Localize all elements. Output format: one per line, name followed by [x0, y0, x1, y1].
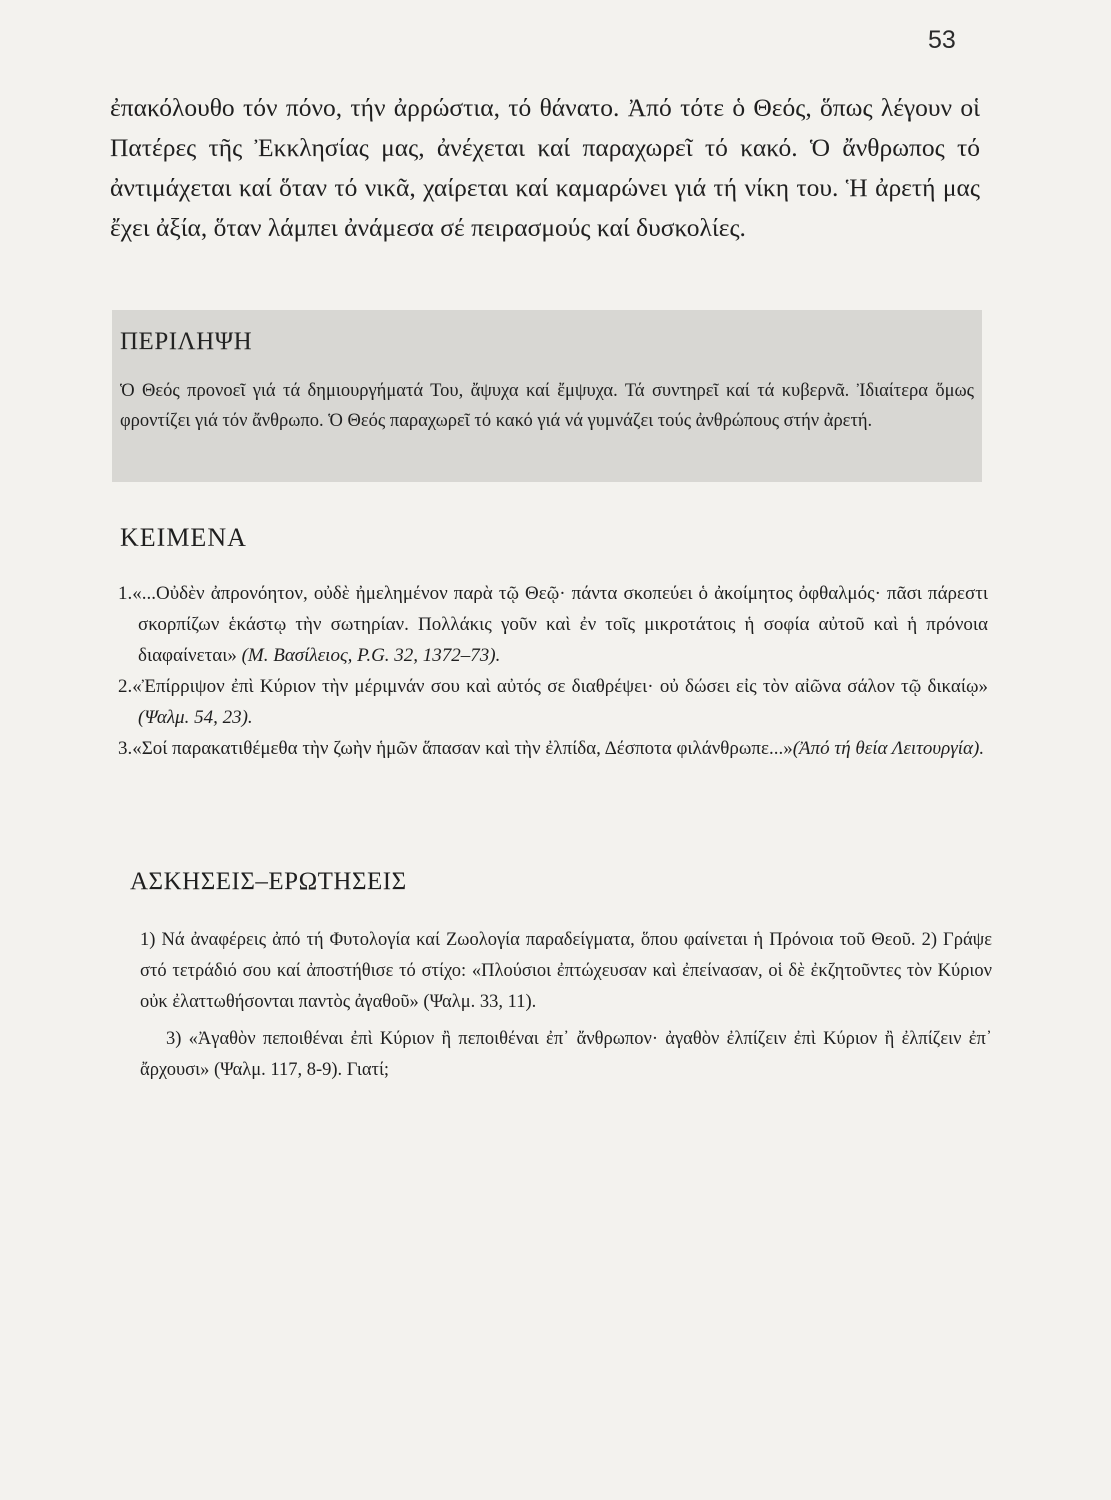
- text-item-quote: «...Οὐδὲν ἀπρονόητον, οὐδὲ ἠμελημένον παρὰ τῷ Θεῷ· πάντα σκοπεύει ὁ ἀκοίμητος ὀφθαλμός· πᾶσι πάρεστι σκορπίζων ἑκάστῳ τὴν σωτηρίαν. Πολλάκις γοῦν καὶ ἐν τοῖς μικροτάτοις ἡ σοφία αὐτοῦ καὶ ἡ πρόνοια διαφαίνεται»: [132, 583, 988, 666]
- intro-paragraph: ἐπακόλουθο τόν πόνο, τήν ἀρρώστια, τό θάνατο. Ἀπό τότε ὁ Θεός, ὅπως λέγουν οἱ Πατέρες τῆς Ἐκκλησίας μας, ἀνέχεται καί παραχωρεῖ τό κακό. Ὁ ἄνθρωπος τό ἀντιμάχεται καί ὅταν τό νικᾶ, χαίρεται καί καμαρώνει γιά τή νίκη του. Ἡ ἀρετή μας ἔχει ἀξία, ὅταν λάμπει ἀνάμεσα σέ πειρασμούς καί δυσκολίες.: [110, 93, 980, 242]
- exercise-paragraph-2: 3) «Ἀγαθὸν πεποιθέναι ἐπὶ Κύριον ἢ πεποιθέναι ἐπ᾽ ἄνθρωπον· ἀγαθὸν ἐλπίζειν ἐπὶ Κύριον ἢ ἐλπίζειν ἐπ᾽ ἄρχουσι» (Ψαλμ. 117, 8-9). Γιατί;: [140, 1029, 992, 1080]
- texts-title: ΚΕΙΜΕΝΑ: [120, 523, 247, 552]
- text-item-source: (Ἀπό τή θεία Λειτουργία).: [792, 738, 985, 759]
- text-item-2: [118, 671, 988, 733]
- texts-list: [118, 578, 988, 764]
- text-item-quote: «Ἐπίρριψον ἐπὶ Κύριον τὴν μέριμνάν σου καὶ αὐτός σε διαθρέψει· οὐ δώσει εἰς τὸν αἰῶνα σάλον τῷ δικαίῳ»: [132, 676, 988, 697]
- text-item-source: (Ψαλμ. 54, 23).: [138, 707, 253, 728]
- text-item-quote: «Σοί παρακατιθέμεθα τὴν ζωὴν ἡμῶν ἅπασαν καὶ τὴν ἐλπίδα, Δέσποτα φιλάνθρωπε...»: [132, 738, 793, 759]
- text-item-number: 3.: [118, 738, 133, 759]
- exercises-body: [140, 925, 992, 1092]
- text-item-number: 2.: [118, 676, 133, 697]
- exercises-title: ΑΣΚΗΣΕΙΣ–ΕΡΩΤΗΣΕΙΣ: [130, 868, 407, 895]
- text-item-source: (Μ. Βασίλειος, P.G. 32, 1372–73).: [241, 645, 501, 666]
- exercise-paragraph-1: 1) Νά ἀναφέρεις ἀπό τή Φυτολογία καί Ζωολογία παραδείγματα, ὅπου φαίνεται ἡ Πρόνοια τοῦ Θεοῦ. 2) Γράψε στό τετράδιό σου καί ἀποστήθισε τό στίχο: «Πλούσιοι ἐπτώχευσαν καὶ ἐπείνασαν, οἱ δὲ ἐκζητοῦντες τὸν Κύριον οὐκ ἐλαττωθήσονται παντὸς ἀγαθοῦ» (Ψαλμ. 33, 11).: [140, 930, 992, 1012]
- summary-box: [112, 310, 982, 482]
- page-number: 53: [928, 26, 956, 54]
- text-item-1: [118, 578, 988, 671]
- text-item-3: [118, 733, 988, 764]
- text-item-number: 1.: [118, 583, 133, 604]
- summary-text: Ὁ Θεός προνοεῖ γιά τά δημιουργήματά Του, ἄψυχα καί ἔμψυχα. Τά συντηρεῖ καί τά κυβερνᾶ. Ἰδιαίτερα ὅμως φροντίζει γιά τόν ἄνθρωπο. Ὁ Θεός παραχωρεῖ τό κακό γιά νά γυμνάζει τούς ἀνθρώπους στήν ἀρετή.: [120, 381, 974, 431]
- summary-title: ΠΕΡΙΛΗΨΗ: [120, 328, 253, 355]
